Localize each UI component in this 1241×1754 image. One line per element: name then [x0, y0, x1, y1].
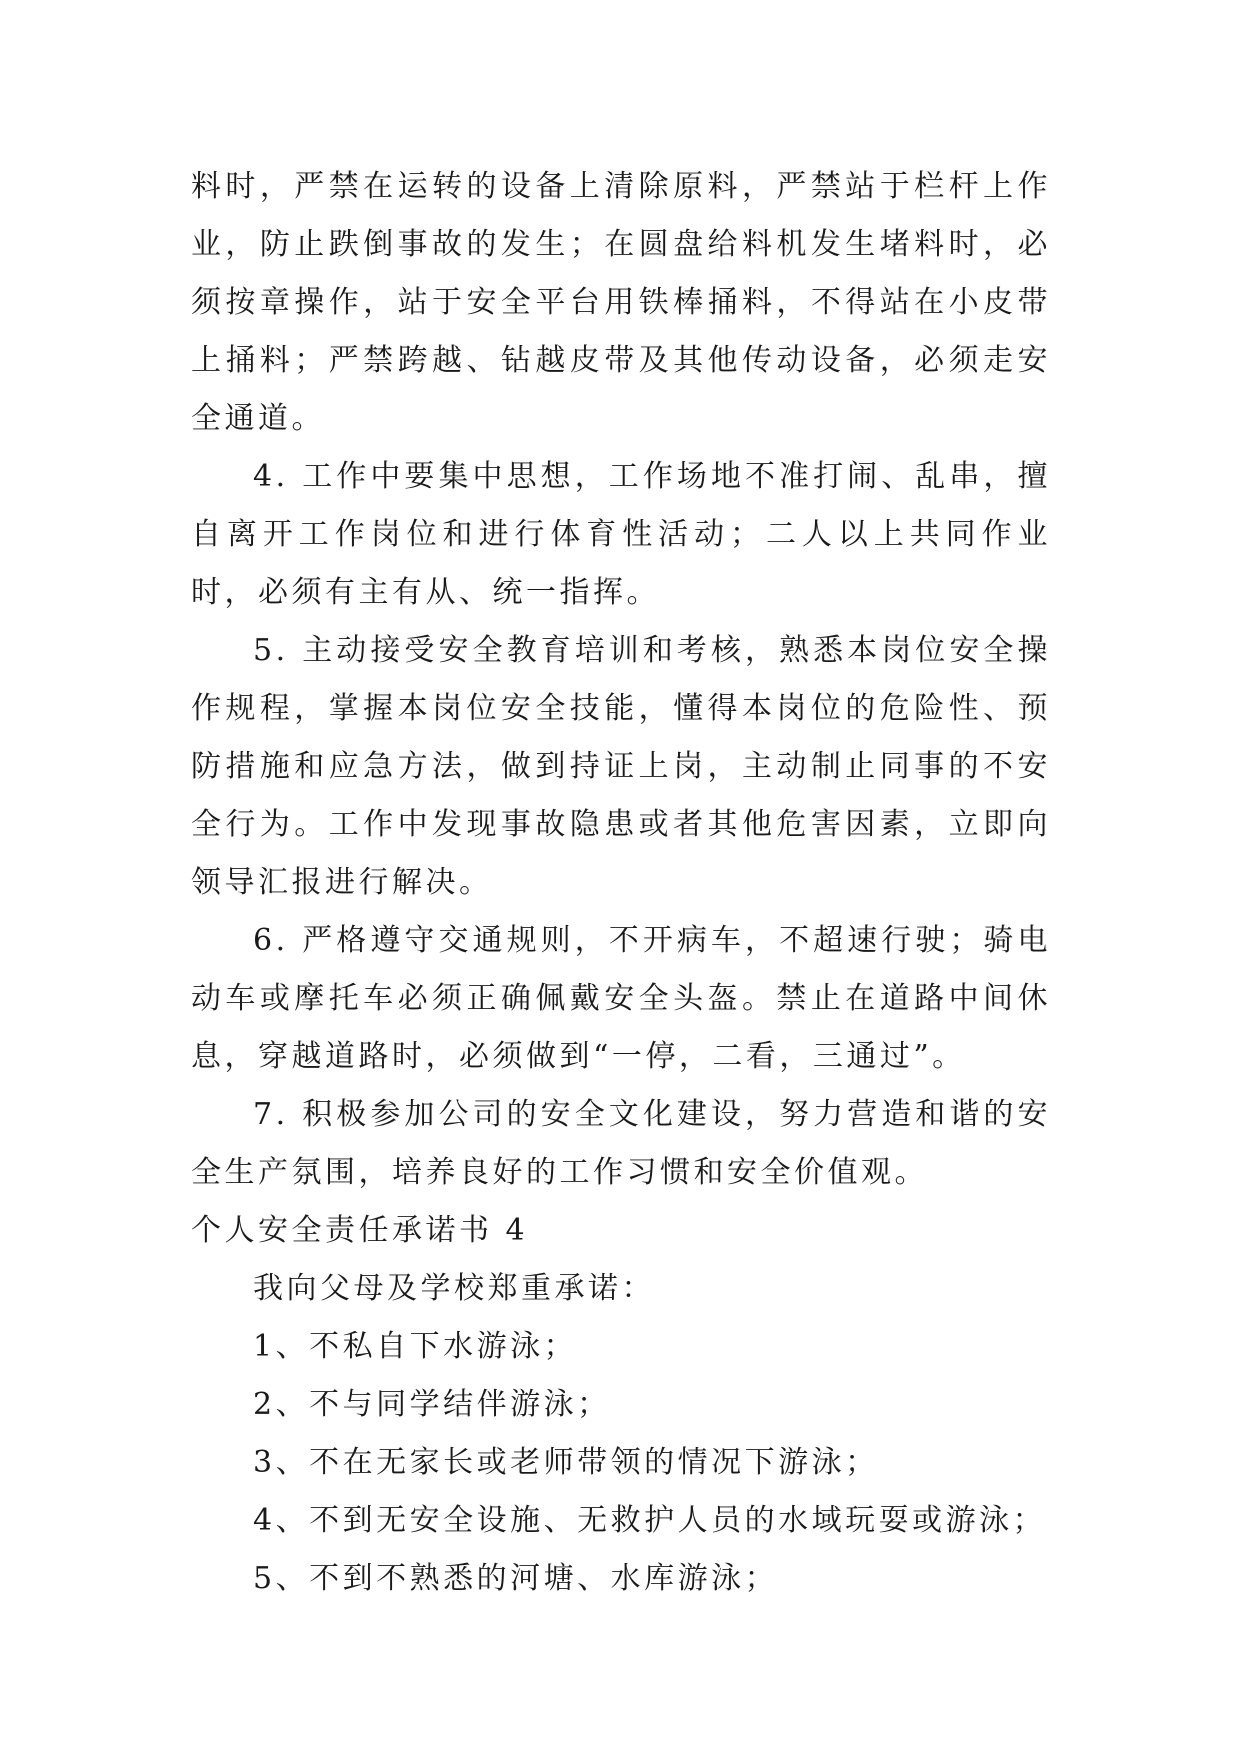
list-item: 5、不到不熟悉的河塘、水库游泳；: [253, 1561, 779, 1596]
paragraph-item-6: 6. 严格遵守交通规则，不开病车，不超速行驶；骑电动车或摩托车必须正确佩戴安全头盔。禁止在道路中间休息，穿越道路时，必须做到“一停，二看，三通过”。: [191, 923, 1051, 1074]
paragraph-item-4: 4. 工作中要集中思想，工作场地不准打闹、乱串，擅自离开工作岗位和进行体育性活动；二人以上共同作业时，必须有主有从、统一指挥。: [191, 459, 1051, 610]
list-item: 2、不与同学结伴游泳；: [253, 1387, 611, 1422]
section-intro: 我向父母及学校郑重承诺：: [253, 1271, 655, 1306]
list-item: 4、不到无安全设施、无救护人员的水域玩耍或游泳；: [253, 1503, 1047, 1538]
document-body: [191, 158, 1051, 1608]
paragraph-item-7: 7. 积极参加公司的安全文化建设，努力营造和谐的安全生产氛围，培养良好的工作习惯和安全价值观。: [191, 1097, 1051, 1190]
section-title: 个人安全责任承诺书 4: [191, 1213, 529, 1248]
list-item: 3、不在无家长或老师带领的情况下游泳；: [253, 1445, 879, 1480]
paragraph-continued: 料时，严禁在运转的设备上清除原料，严禁站于栏杆上作业，防止跌倒事故的发生；在圆盘给料机发生堵料时，必须按章操作，站于安全平台用铁棒捅料，不得站在小皮带上捅料；严禁跨越、钻越皮带及其他传动设备，必须走安全通道。: [191, 169, 1051, 436]
list-item: 1、不私自下水游泳；: [253, 1329, 578, 1364]
paragraph-item-5: 5. 主动接受安全教育培训和考核，熟悉本岗位安全操作规程，掌握本岗位安全技能，懂得本岗位的危险性、预防措施和应急方法，做到持证上岗，主动制止同事的不安全行为。工作中发现事故隐患或者其他危害因素，立即向领导汇报进行解决。: [191, 633, 1051, 900]
pledge-list: [191, 1318, 1051, 1608]
